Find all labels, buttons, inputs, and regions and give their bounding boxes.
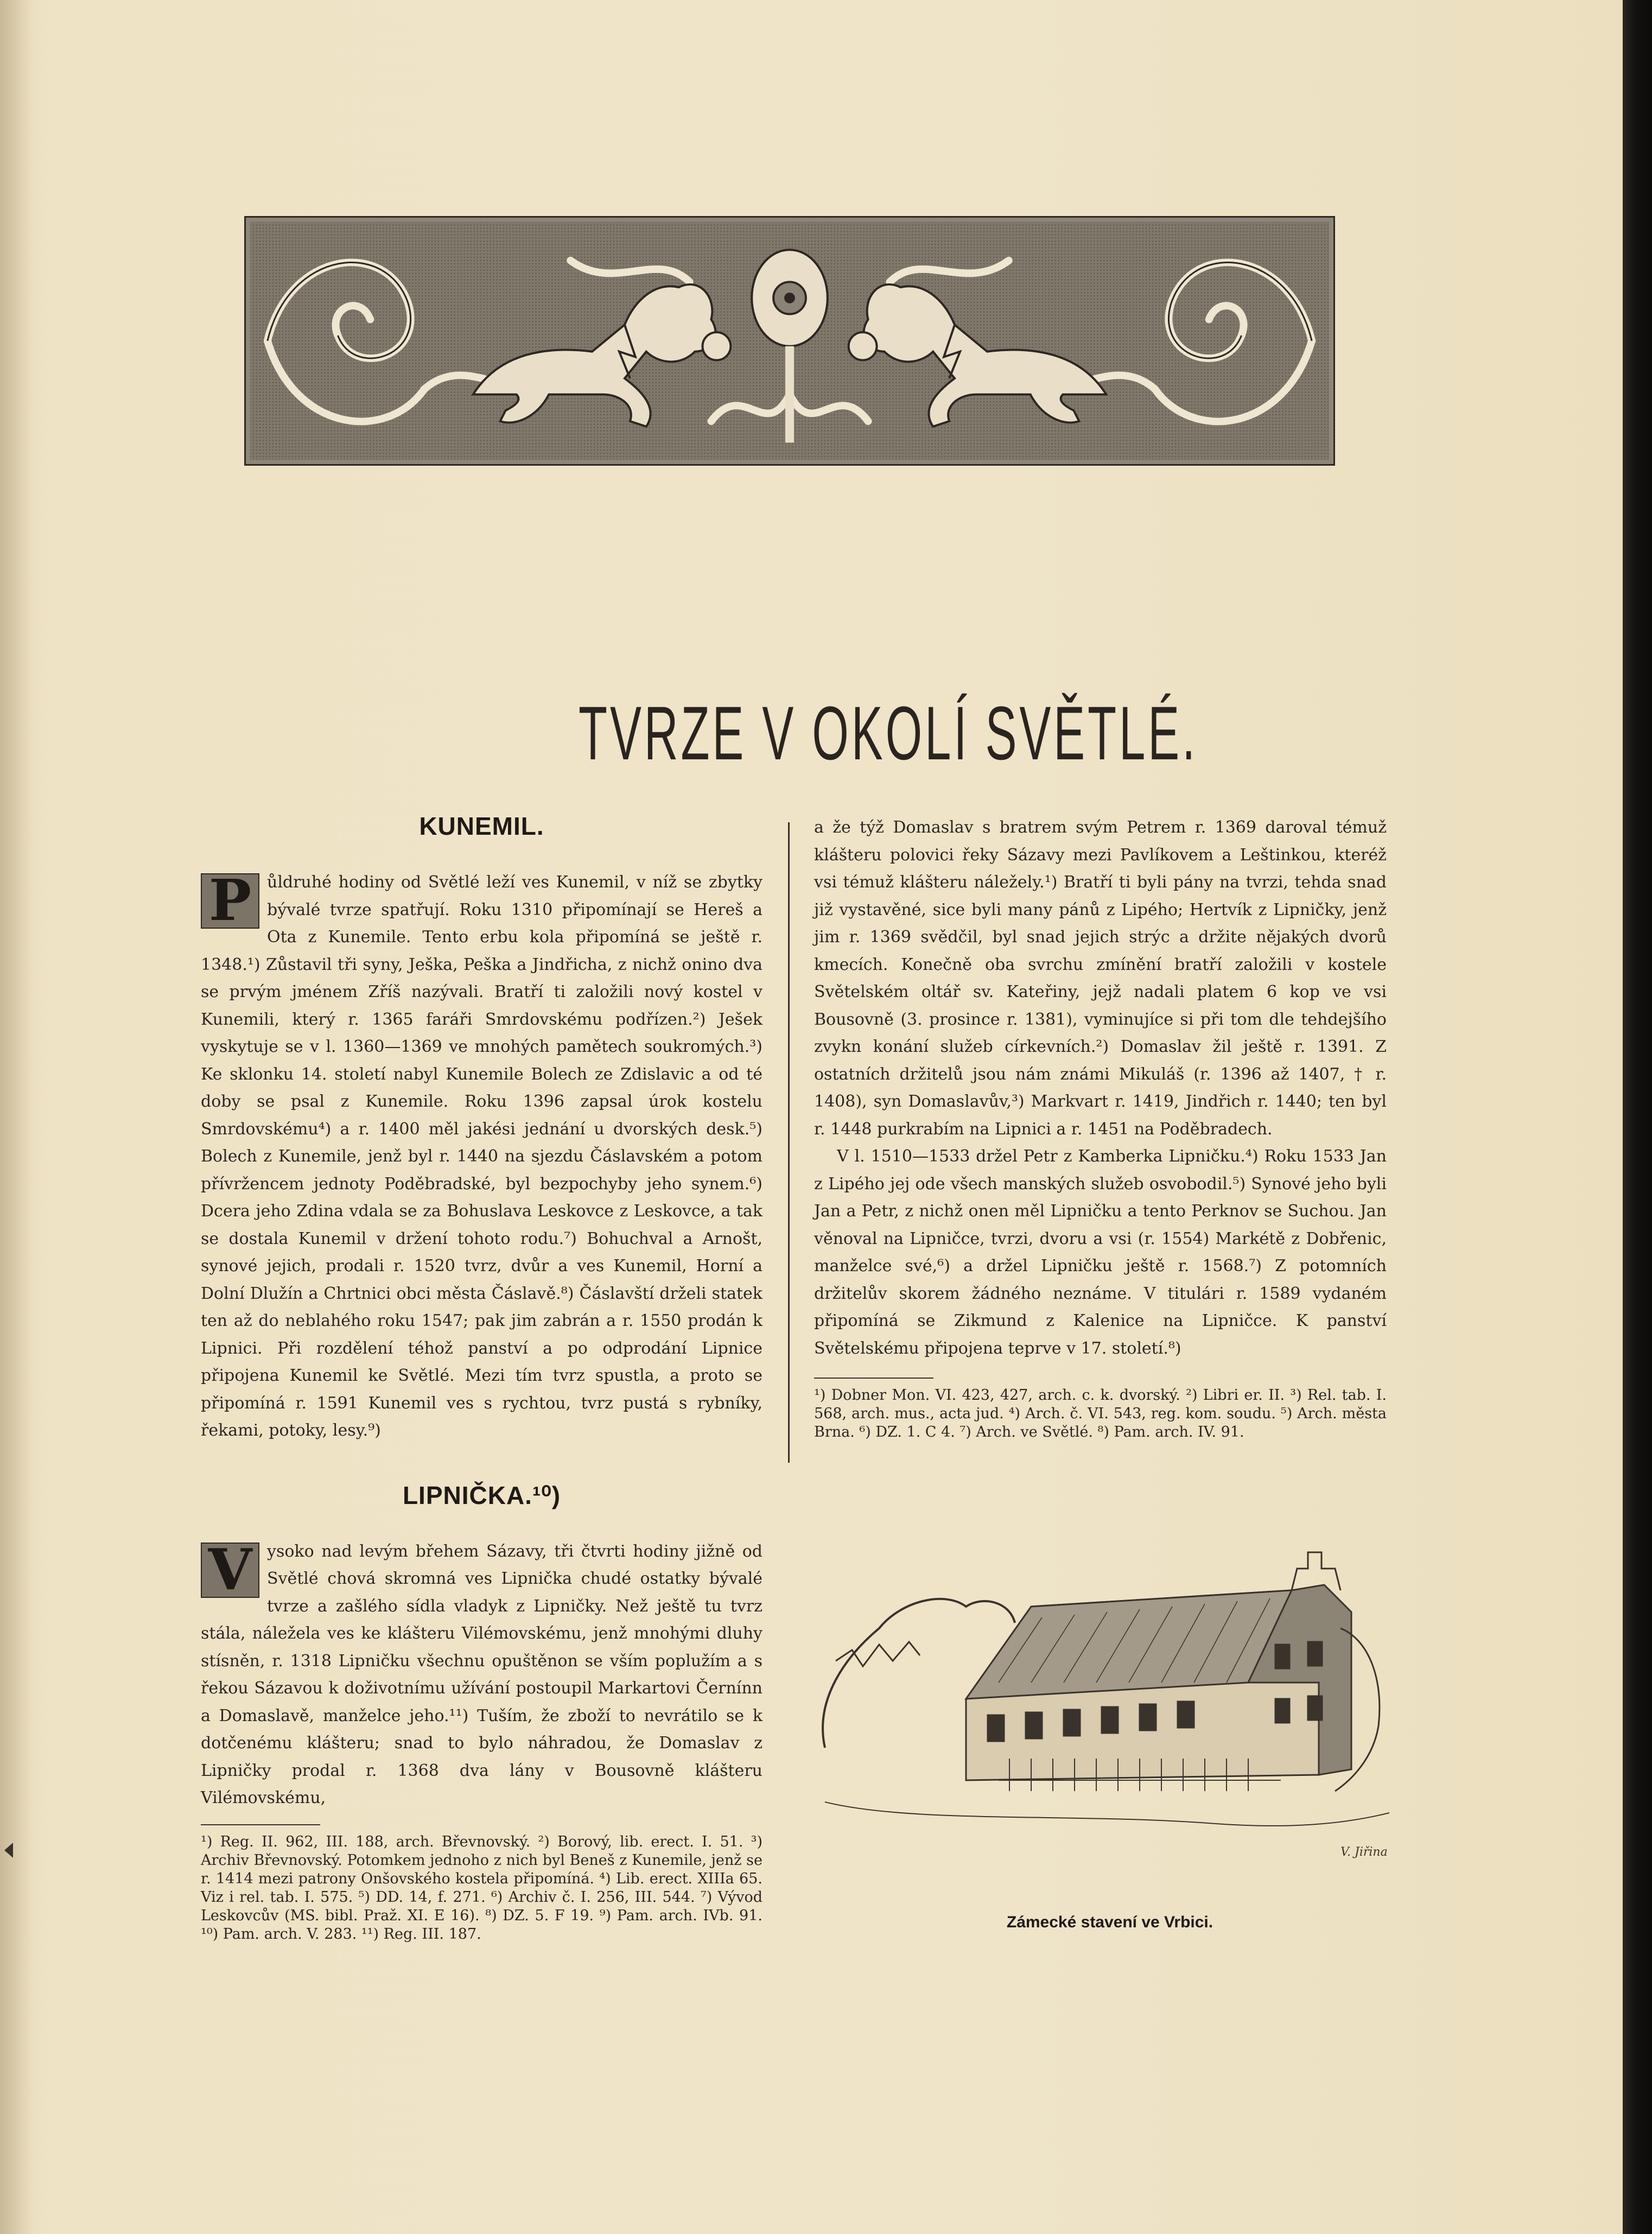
right-column [814, 814, 1387, 1442]
section-heading-kunemil: KUNEMIL. [419, 812, 544, 840]
kunemil-paragraph: ůldruhé hodiny od Světlé leží ves Kunemil, v níž se zbytky bývalé tvrze spatřují. Roku 1310 připomínají se Hereš a Ota z Kunemile. Tento erbu kola připomíná se ještě r. 1348.¹) Zůstavil tři syny, Ješka, Peška a Jindřicha, z nichž onino dva se prvým jménem Zříš nazývali. Bratří ti založili nový kostel v Kunemili, který r. 1365 faráři Smrdovskému podřízen.²) Ješek vyskytuje se v l. 1360—1369 ve mnohých pamětech soukromých.³) Ke sklonku 14. století nabyl Kunemile Bolech ze Zdislavic a od té doby se psal z Kunemile. Roku 1396 zapsal úrok kostelu Smrdovskému⁴) a r. 1400 měl jakési jednání u dvorských desk.⁵) Bolech z Kunemile, jenž byl r. 1440 na sjezdu Čáslavském a potom přívržencem jednoty Poděbradské, byl bezpochyby jeho synem.⁶) Dcera jeho Zdina vdala se za Bohuslava Leskovce z Leskovce, a tak se dostala Kunemil v držení tohoto rodu.⁷) Bohuchval a Arnošt, synové jejich, prodali r. 1520 tvrz, dvůr a ves Kunemil, Horní a Dolní Dlužín a Chrtnici obci města Čáslavě.⁸) Čáslavští drželi statek ten až do neblahého roku 1547; pak jim zabrán a r. 1550 prodán k Lipnici. Při rozdělení téhož panství a po odprodání Lipnice připojena Kunemil ke Světlé. Mezi tím tvrz spustla, a proto se připomíná r. 1591 Kunemil ves s rychtou, tvrz pustá s rybníky, řekami, potoky, lesy.⁹) [201, 873, 763, 1440]
lipnicka-body [201, 1535, 763, 1812]
lipnicka-paragraph: ysoko nad levým břehem Sázavy, tři čtvrti hodiny jižně od Světlé chová skromná ves Lipnička chudé ostatky bývalé tvrze a zašlého sídla vladyk z Lipničky. Než ještě tu tvrz stála, náležela ves ke klášteru Vilémovskému, jenž mnohými dluhy stísněn, r. 1318 Lipničku všechnu opuštěnon se vším poplužím a s řekou Sázavou k doživotnímu užívání postoupil Markartovi Černínn a Domaslavě, manželce jeho.¹¹) Tuším, že zboží to nevrátilo se k dotčenému klášteru; snad to bylo náhradou, že Domaslav z Lipničky prodal r. 1368 dva lány v Bousovně klášteru Vilémovskému, [201, 1541, 763, 1807]
page-title: TVRZE V OKOLÍ SVĚTLÉ. [579, 690, 1198, 776]
ground-line [825, 1802, 1389, 1826]
ornamental-header-band [244, 216, 1335, 466]
dropcap-letter: V [208, 1535, 252, 1603]
footnote-rule-right [814, 1378, 933, 1379]
manor-house-illustration [803, 1520, 1411, 1845]
lipnicka-continued [814, 814, 1387, 1362]
illustrator-signature: V. Jiřina [1340, 1845, 1388, 1859]
footnotes-right: ¹) Dobner Mon. VI. 423, 427, arch. c. k. dvorský. ²) Libri er. II. ³) Rel. tab. I. 568, arch. mus., acta jud. ⁴) Arch. č. VI. 543, reg. kom. soudu. ⁵) Arch. města Brna. ⁶) DZ. 1. C 4. ⁷) Arch. ve Světlé. ⁸) Pam. arch. IV. 91. [814, 1387, 1387, 1440]
kunemil-body [201, 869, 763, 1445]
lipnicka-continued-paragraph-1: a že týž Domaslav s bratrem svým Petrem r. 1369 daroval témuž klášteru polovici řeky Sázavy mezi Pavlíkovem a Leštinkou, kteréž vsi témuž klášteru náležely.¹) Bratří ti byli pány na tvrzi, tehda snad již vystavěné, sice byli many pánů z Lipého; Hertvík z Lipničky, jenž jim r. 1369 svědčil, byl snad jejich strýc a držite nějakých dvorů kmecích. Konečně oba svrchu zmínění bratří založili v kostele Světelském oltář sv. Kateřiny, jejž nadali platem 6 kop ve vsi Bousovně (3. prosince r. 1381), vyminujíce si při tom dle tehdejšího zvykn konání služeb církevních.²) Domaslav žil ještě r. 1391. Z ostatních držitelů jsou nám známi Mikuláš (r. 1396 až 1407, † r. 1408), syn Domaslavův,³) Markvart r. 1419, Jindřich r. 1440; ten byl r. 1448 purkrabím na Lipnici a r. 1451 na Poděbradech. [814, 818, 1387, 1139]
left-column [201, 811, 763, 1944]
manor-house-drawing [803, 1520, 1411, 1845]
footnote-rule-left [201, 1824, 320, 1825]
lipnicka-continued-paragraph-2: V l. 1510—1533 držel Petr z Kamberka Lipničku.⁴) Roku 1533 Jan z Lipého jej ode všech manských služeb osvobodil.⁵) Synové jeho byli Jan a Petr, z nichž onen měl Lipničku a tento Perknov se Suchou. Jan věnoval na Lipničce, tvrzi, dvoru a vsi (r. 1554) Markétě z Dobřenic, manželce své,⁶) a držel Lipničku ještě r. 1568.⁷) Z potomních držitelův skorem žádného neznáme. V titulári r. 1589 vydaném připomíná se Zikmund z Kalenice na Lipničce. K panství Světelskému připojena teprve v 17. století.⁸) [814, 1147, 1387, 1358]
ornament-graphic [246, 218, 1333, 464]
tree-foliage-left [836, 1642, 920, 1666]
dropcap-letter: P [208, 867, 252, 934]
dropcap-lipnicka [201, 1535, 259, 1603]
book-binding-edge [1623, 0, 1652, 2234]
stepped-gable [1292, 1552, 1340, 1590]
column-divider [788, 822, 790, 1463]
dropcap-kunemil [201, 867, 259, 934]
illustration-caption: Zámecké stavení ve Vrbici. [1006, 1913, 1213, 1931]
section-heading-lipnicka: LIPNIČKA.¹⁰) [402, 1481, 561, 1509]
footnotes-left: ¹) Reg. II. 962, III. 188, arch. Břevnovský. ²) Borový, lib. erect. I. 51. ³) Archiv Břevnovský. Potomkem jednoho z nich byl Beneš z Kunemile, jenž se r. 1414 mezi patrony Onšovského kostela připomíná. ⁴) Lib. erect. XIIIa 65. Viz i rel. tab. I. 575. ⁵) DD. 14, f. 271. ⁶) Archiv č. I. 256, III. 544. ⁷) Vývod Leskovcův (MS. bibl. Praž. XI. E 16). ⁸) DZ. 5. F 19. ⁹) Pam. arch. IVb. 91. ¹⁰) Pam. arch. V. 283. ¹¹) Reg. III. 187. [201, 1833, 763, 1943]
page-gutter-shadow [0, 0, 33, 2234]
page-edge-mark [4, 1843, 13, 1858]
